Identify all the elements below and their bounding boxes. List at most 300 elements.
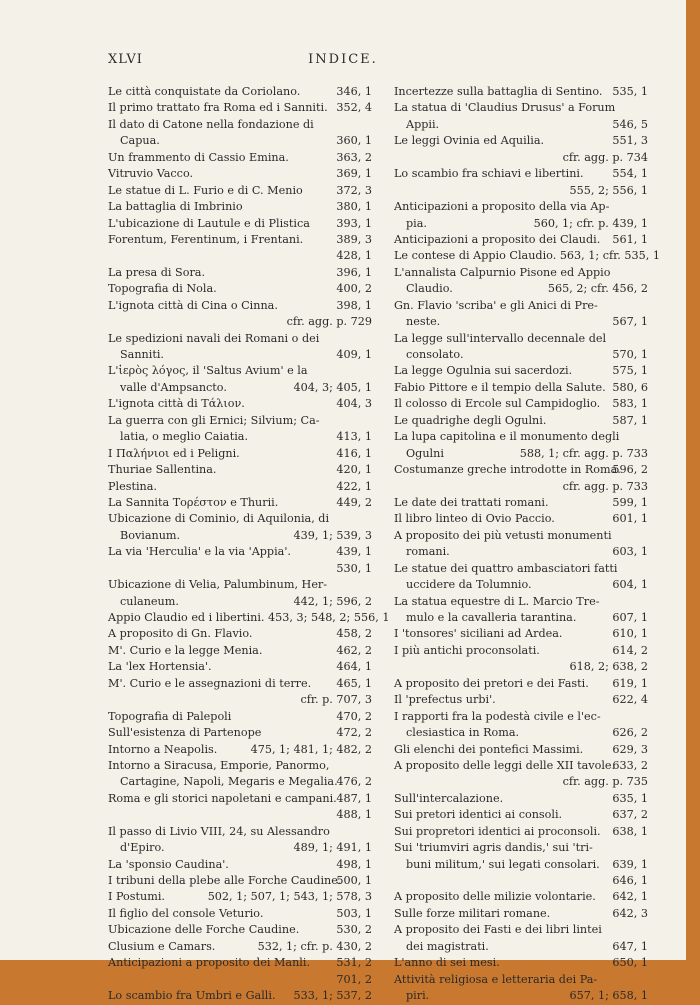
index-entry — [394, 396, 648, 412]
entry-title: La Sannita Τορέστον e Thurii. — [108, 495, 279, 509]
entry-page-ref: 596, 2 — [612, 463, 648, 477]
entry-page-ref: 393, 1 — [336, 216, 372, 230]
entry-page-ref: 619, 1 — [612, 676, 648, 690]
entry-title: M'. Curio e le assegnazioni di terre. — [108, 676, 312, 690]
index-entry — [108, 396, 372, 412]
entry-page-ref: 607, 1 — [612, 611, 648, 624]
index-entry — [108, 889, 372, 905]
page-title: INDICE. — [308, 52, 378, 67]
entry-page-ref: 458, 2 — [336, 627, 372, 641]
index-entry — [108, 232, 372, 248]
entry-page-ref: 396, 1 — [336, 265, 372, 279]
entry-title: La legge Ogulnia sui sacerdozi. — [394, 364, 573, 378]
index-entry — [394, 594, 648, 610]
entry-page-ref: 531, 2 — [336, 956, 372, 970]
entry-page-ref: 502, 1; 507, 1; 543, 1; 578, 3 — [207, 890, 372, 904]
index-entry — [394, 413, 648, 429]
entry-title: Anticipazioni a proposito dei Claudi. — [394, 232, 601, 246]
index-entry — [108, 84, 372, 100]
entry-page-ref: 409, 1 — [336, 348, 372, 361]
entry-title: Le statue di L. Furio e di C. Menio — [108, 183, 303, 197]
index-entry — [394, 643, 648, 659]
entry-title: Appii. — [406, 117, 440, 131]
entry-title: Sulle forze militari romane. — [394, 906, 551, 920]
page-header — [0, 52, 686, 72]
index-entry — [108, 610, 390, 626]
index-entry — [394, 298, 648, 314]
entry-page-ref: 587, 1 — [612, 413, 648, 427]
entry-page-ref: 647, 1 — [612, 939, 648, 953]
entry-title: L'ignota città di Cina o Cinna. — [108, 298, 278, 312]
index-entry — [394, 479, 648, 495]
entry-title: Sanniti. — [120, 348, 164, 361]
index-entry — [394, 199, 648, 215]
index-entry — [394, 840, 648, 856]
entry-title: Ubicazione di Cominio, di Aquilonia, di — [108, 512, 330, 526]
entry-title: Le statue dei quattro ambasciatori fatti — [394, 561, 618, 575]
index-entry — [394, 561, 648, 577]
entry-page-ref: 360, 1 — [336, 134, 372, 148]
index-entry — [394, 100, 648, 116]
index-entry — [394, 889, 648, 905]
entry-page-ref: 413, 1 — [336, 430, 372, 444]
entry-title: La lupa capitolina e il monumento degli — [394, 430, 620, 444]
entry-title: clesiastica in Roma. — [406, 726, 520, 740]
entry-title: A proposito dei Fasti e dei libri lintei — [394, 923, 602, 937]
index-entry — [394, 873, 648, 889]
entry-title: Thuriae Sallentina. — [108, 463, 217, 477]
entry-page-ref: 530, 1 — [336, 561, 372, 575]
entry-title: Sui propretori identici ai proconsoli. — [394, 824, 601, 838]
entry-title: Costumanze greche introdotte in Roma. — [394, 463, 621, 477]
entry-title: L'annalista Calpurnio Pisone ed Appio — [394, 265, 611, 279]
entry-title: A proposito delle milizie volontarie. — [394, 890, 596, 904]
entry-title: Claudio. — [406, 282, 453, 296]
index-entry — [394, 511, 648, 527]
entry-title: Le quadrighe degli Ogulni. — [394, 413, 547, 427]
entry-page-ref: 498, 1 — [336, 857, 372, 871]
entry-page-ref: 633, 2 — [612, 758, 648, 772]
entry-title: buni militum,' sui legati consolari. — [406, 857, 600, 871]
entry-page-ref: 583, 1 — [612, 397, 648, 411]
entry-title: Lo scambio fra schiavi e libertini. — [394, 167, 584, 181]
index-entry — [108, 199, 372, 215]
entry-page-ref: 626, 2 — [612, 726, 648, 740]
index-entry — [394, 791, 648, 807]
index-entry — [394, 626, 648, 642]
index-entry — [108, 561, 372, 577]
index-entry — [394, 528, 648, 544]
entry-title: Le città conquistate da Coriolano. — [108, 85, 301, 98]
index-entry — [394, 446, 648, 462]
index-entry — [108, 709, 372, 725]
index-entry — [394, 692, 648, 708]
entry-title: Roma e gli storici napoletani e campani. — [108, 791, 337, 805]
index-entry — [394, 807, 648, 823]
entry-title: L'ubicazione di Lautule e di Plistica — [108, 216, 310, 230]
index-entry — [108, 594, 372, 610]
index-entry — [394, 544, 648, 560]
index-entry — [394, 659, 648, 675]
entry-title: Topografia di Nola. — [108, 282, 217, 296]
index-entry — [394, 429, 648, 445]
entry-page-ref: cfr. p. 707, 3 — [300, 693, 372, 707]
entry-title: valle d'Ampsancto. — [120, 380, 227, 394]
entry-page-ref: 646, 1 — [612, 874, 648, 887]
entry-page-ref: 439, 1; 539, 3 — [293, 528, 372, 542]
entry-title: La 'lex Hortensia'. — [108, 660, 212, 674]
entry-title: L'anno di sei mesi. — [394, 956, 500, 970]
index-entry — [108, 216, 372, 232]
page-number: XLVI — [108, 52, 143, 67]
entry-page-ref: 575, 1 — [612, 364, 648, 378]
entry-title: Sull'intercalazione. — [394, 791, 504, 805]
index-entry — [108, 248, 372, 264]
entry-page-ref: 400, 2 — [336, 282, 372, 296]
entry-page-ref: 603, 1 — [612, 545, 648, 559]
index-entry — [108, 988, 372, 1004]
index-entry — [108, 117, 372, 133]
entry-title: Un frammento di Cassio Emina. — [108, 150, 289, 164]
entry-page-ref: 599, 1 — [612, 495, 648, 509]
entry-page-ref: 622, 4 — [612, 693, 648, 707]
index-entry — [108, 314, 372, 330]
index-entry — [108, 479, 372, 495]
entry-page-ref: 439, 1 — [336, 545, 372, 559]
entry-title: Il figlio del console Veturio. — [108, 906, 264, 920]
index-entry — [394, 988, 648, 1004]
entry-title: L'ignota città di Τάλιον. — [108, 397, 245, 411]
entry-page-ref: 462, 2 — [336, 643, 372, 657]
entry-page-ref: 476, 2 — [336, 775, 372, 789]
index-entry — [108, 791, 372, 807]
index-entry — [108, 659, 372, 675]
index-entry — [394, 265, 648, 281]
entry-page-ref: cfr. agg. p. 735 — [562, 775, 648, 789]
index-entry — [394, 725, 648, 741]
entry-title: Il 'prefectus urbi'. — [394, 693, 496, 707]
index-entry — [394, 955, 648, 971]
entry-title: Sull'esistenza di Partenope — [108, 726, 262, 740]
entry-title: Capua. — [120, 134, 160, 148]
entry-page-ref: 580, 6 — [612, 380, 648, 394]
entry-page-ref: 604, 1 — [612, 578, 648, 592]
index-entry — [108, 577, 372, 593]
entry-title: Plestina. — [108, 479, 157, 493]
entry-title: dei magistrati. — [406, 939, 489, 953]
entry-page-ref: 588, 1; cfr. agg. p. 733 — [519, 446, 648, 460]
index-entry — [108, 347, 372, 363]
entry-page-ref: 503, 1 — [336, 906, 372, 920]
entry-title: Lo scambio fra Umbri e Galli. — [108, 989, 276, 1003]
entry-page-ref: 635, 1 — [612, 791, 648, 805]
index-entry — [108, 298, 372, 314]
index-entry — [108, 676, 372, 692]
index-entry — [394, 84, 648, 100]
entry-title: Le leggi Ovinia ed Aquilia. — [394, 134, 545, 148]
entry-page-ref: 442, 1; 596, 2 — [293, 594, 372, 608]
index-entry — [394, 347, 648, 363]
index-entry — [108, 363, 372, 379]
index-entry — [108, 857, 372, 873]
entry-title: Intorno a Neapolis. — [108, 742, 218, 756]
entry-title: I rapporti fra la podestà civile e l'ec- — [394, 709, 601, 723]
entry-title: piri. — [406, 989, 430, 1003]
index-entry — [394, 117, 648, 133]
entry-title: Le contese di Appio Claudio. 563, 1; cfr. 535, 1 — [394, 249, 660, 263]
entry-page-ref: 372, 3 — [336, 183, 372, 197]
entry-title: culaneum. — [120, 594, 179, 608]
index-entry — [108, 511, 372, 527]
index-entry — [394, 906, 648, 922]
index-entry — [108, 643, 372, 659]
entry-title: consolato. — [406, 348, 464, 361]
entry-title: Gn. Flavio 'scriba' e gli Anici di Pre- — [394, 298, 598, 312]
entry-page-ref: 570, 1 — [612, 348, 648, 361]
entry-title: A proposito dei pretori e dei Fasti. — [394, 676, 589, 690]
entry-page-ref: 428, 1 — [336, 249, 372, 263]
entry-page-ref: 650, 1 — [612, 956, 648, 970]
entry-title: La presa di Sora. — [108, 265, 206, 279]
entry-page-ref: 618, 2; 638, 2 — [569, 660, 648, 674]
entry-page-ref: 554, 1 — [612, 167, 648, 181]
entry-title: La legge sull'intervallo decennale del — [394, 331, 607, 345]
index-entry — [108, 100, 372, 116]
entry-page-ref: 701, 2 — [336, 972, 372, 986]
index-column-right — [394, 84, 660, 1005]
entry-title: Attività religiosa e letteraria dei Pa- — [394, 972, 598, 986]
entry-page-ref: 639, 1 — [612, 857, 648, 871]
entry-title: Ubicazione delle Forche Caudine. — [108, 923, 300, 937]
entry-page-ref: 346, 1 — [336, 85, 372, 98]
entry-page-ref: 404, 3; 405, 1 — [293, 380, 372, 394]
entry-page-ref: 657, 1; 658, 1 — [569, 989, 648, 1003]
index-entry — [108, 939, 372, 955]
entry-page-ref: 380, 1 — [336, 200, 372, 214]
entry-page-ref: 642, 3 — [612, 906, 648, 920]
entry-title: neste. — [406, 315, 441, 329]
index-entry — [394, 314, 648, 330]
entry-page-ref: 488, 1 — [336, 808, 372, 822]
index-entry — [394, 232, 648, 248]
index-entry — [394, 676, 648, 692]
entry-page-ref: 489, 1; 491, 1 — [293, 841, 372, 855]
entry-page-ref: 398, 1 — [336, 298, 372, 312]
index-entry — [108, 725, 372, 741]
entry-title: Anticipazioni a proposito della via Ap- — [394, 200, 610, 214]
entry-title: Ogulni — [406, 446, 444, 460]
entry-page-ref: 546, 5 — [612, 117, 648, 131]
entry-page-ref: 555, 2; 556, 1 — [569, 183, 648, 197]
index-entry — [108, 906, 372, 922]
entry-page-ref: 530, 2 — [336, 923, 372, 937]
entry-title: A proposito delle leggi delle XII tavole. — [394, 758, 616, 772]
index-entry — [394, 709, 648, 725]
index-column-left — [108, 84, 390, 1005]
entry-title: d'Epiro. — [120, 841, 165, 855]
entry-page-ref: 472, 2 — [336, 726, 372, 740]
index-entry — [394, 462, 648, 478]
entry-title: Intorno a Siracusa, Emporie, Panormo, — [108, 758, 330, 772]
index-entry — [108, 626, 372, 642]
entry-title: Fabio Pittore e il tempio della Salute. — [394, 380, 606, 394]
index-entry — [394, 281, 648, 297]
index-entry — [394, 183, 648, 199]
entry-page-ref: 637, 2 — [612, 808, 648, 822]
entry-page-ref: 551, 3 — [612, 134, 648, 148]
entry-title: La statua di 'Claudius Drusus' a Forum — [394, 101, 616, 115]
entry-page-ref: 533, 1; 537, 2 — [293, 989, 372, 1003]
entry-title: A proposito dei più vetusti monumenti — [394, 528, 612, 542]
entry-page-ref: 535, 1 — [612, 85, 648, 98]
entry-title: La guerra con gli Ernici; Silvium; Ca- — [108, 413, 320, 427]
index-entry — [108, 972, 372, 988]
entry-title: romani. — [406, 545, 450, 559]
entry-title: Il dato di Catone nella fondazione di — [108, 117, 314, 131]
entry-page-ref: 416, 1 — [336, 446, 372, 460]
index-entry — [394, 742, 648, 758]
entry-page-ref: 614, 2 — [612, 643, 648, 657]
index-entry — [394, 150, 648, 166]
entry-page-ref: 500, 1 — [336, 874, 372, 887]
entry-page-ref: 465, 1 — [336, 676, 372, 690]
entry-title: Incertezze sulla battaglia di Sentino. — [394, 85, 603, 98]
index-entry — [108, 528, 372, 544]
entry-title: latia, o meglio Caiatia. — [120, 430, 249, 444]
index-entry — [108, 446, 372, 462]
entry-title: La 'sponsio Caudina'. — [108, 857, 229, 871]
entry-title: Topografia di Palepoli — [108, 709, 232, 723]
entry-title: Il colosso di Ercole sul Campidoglio. — [394, 397, 601, 411]
entry-title: mulo e la cavalleria tarantina. — [406, 611, 577, 624]
index-entry — [108, 692, 372, 708]
entry-page-ref: 487, 1 — [336, 791, 372, 805]
index-entry — [394, 577, 648, 593]
entry-title: Le spedizioni navali dei Romani o dei — [108, 331, 320, 345]
entry-page-ref: 610, 1 — [612, 627, 648, 641]
index-entry — [108, 462, 372, 478]
entry-title: Forentum, Ferentinum, i Frentani. — [108, 232, 304, 246]
index-entry — [108, 824, 372, 840]
index-entry — [394, 166, 648, 182]
entry-page-ref: 422, 1 — [336, 479, 372, 493]
index-entry — [394, 939, 648, 955]
entry-page-ref: 565, 2; cfr. 456, 2 — [547, 282, 648, 296]
entry-title: Cartagine, Napoli, Megaris e Megalia. — [120, 775, 338, 789]
entry-title: Il passo di Livio VIII, 24, su Alessandro — [108, 824, 330, 838]
entry-page-ref: 464, 1 — [336, 660, 372, 674]
entry-page-ref: 642, 1 — [612, 890, 648, 904]
entry-page-ref: 629, 3 — [612, 742, 648, 756]
entry-title: I tribuni della plebe alle Forche Caudine. — [108, 874, 342, 887]
entry-title: I Postumi. — [108, 890, 165, 904]
index-entry — [108, 873, 372, 889]
entry-page-ref: 404, 3 — [336, 397, 372, 411]
entry-title: Ubicazione di Velia, Palumbinum, Her- — [108, 578, 328, 592]
entry-title: Il libro linteo di Ovio Paccio. — [394, 512, 555, 526]
index-entry — [108, 807, 372, 823]
entry-page-ref: 561, 1 — [612, 232, 648, 246]
index-entry — [108, 774, 372, 790]
entry-page-ref: 532, 1; cfr. p. 430, 2 — [257, 939, 372, 953]
entry-page-ref: 567, 1 — [612, 315, 648, 329]
index-entry — [394, 824, 648, 840]
index-entry — [108, 742, 372, 758]
index-entry — [394, 774, 648, 790]
index-entry — [394, 248, 660, 264]
index-entry — [108, 380, 372, 396]
entry-page-ref: 352, 4 — [336, 101, 372, 115]
index-entry — [394, 363, 648, 379]
entry-title: Gli elenchi dei pontefici Massimi. — [394, 742, 584, 756]
entry-title: La via 'Herculia' e la via 'Appia'. — [108, 545, 291, 559]
index-entry — [394, 495, 648, 511]
index-entry — [394, 857, 648, 873]
index-entry — [108, 429, 372, 445]
entry-title: I Παλήνιοι ed i Peligni. — [108, 446, 240, 460]
entry-page-ref: cfr. agg. p. 733 — [562, 479, 648, 493]
index-entry — [108, 840, 372, 856]
entry-title: Bovianum. — [120, 528, 181, 542]
entry-title: Le date dei trattati romani. — [394, 495, 549, 509]
index-entry — [108, 183, 372, 199]
index-entry — [394, 758, 648, 774]
index-entry — [108, 413, 372, 429]
index-entry — [108, 331, 372, 347]
entry-page-ref: 601, 1 — [612, 512, 648, 526]
index-entry — [108, 265, 372, 281]
index-entry — [108, 955, 372, 971]
index-entry — [394, 610, 648, 626]
entry-title: uccidere da Tolumnio. — [406, 578, 532, 592]
entry-title: I più antichi proconsolati. — [394, 643, 540, 657]
entry-page-ref: cfr. agg. p. 729 — [286, 315, 372, 329]
index-entry — [394, 922, 648, 938]
entry-title: L'ἱερὸς λόγος, il 'Saltus Avium' e la — [108, 364, 308, 378]
entry-title: Vitruvio Vacco. — [108, 167, 194, 181]
index-entry — [108, 150, 372, 166]
entry-title: Il primo trattato fra Roma ed i Sanniti. — [108, 101, 328, 115]
entry-page-ref: 420, 1 — [336, 463, 372, 477]
entry-page-ref: 638, 1 — [612, 824, 648, 838]
entry-page-ref: 560, 1; cfr. p. 439, 1 — [533, 216, 648, 230]
entry-page-ref: 363, 2 — [336, 150, 372, 164]
index-entry — [108, 544, 372, 560]
entry-page-ref: 449, 2 — [336, 495, 372, 509]
index-entry — [108, 281, 372, 297]
entry-title: Anticipazioni a proposito dei Manli. — [108, 956, 311, 970]
index-entry — [394, 133, 648, 149]
entry-title: Sui pretori identici ai consoli. — [394, 808, 563, 822]
entry-title: M'. Curio e la legge Menia. — [108, 643, 263, 657]
index-entry — [394, 216, 648, 232]
index-entry — [108, 758, 372, 774]
entry-page-ref: 475, 1; 481, 1; 482, 2 — [250, 742, 372, 756]
entry-title: I 'tonsores' siciliani ad Ardea. — [394, 627, 563, 641]
index-entry — [394, 380, 648, 396]
index-entry — [394, 331, 648, 347]
entry-page-ref: cfr. agg. p. 734 — [562, 150, 648, 164]
entry-title: Appio Claudio ed i libertini. 453, 3; 548, 2; 556, 1 — [108, 611, 390, 624]
index-entry — [108, 133, 372, 149]
entry-page-ref: 369, 1 — [336, 167, 372, 181]
entry-title: La statua equestre di L. Marcio Tre- — [394, 594, 600, 608]
entry-title: La battaglia di Imbrinio — [108, 200, 243, 214]
entry-page-ref: 389, 3 — [336, 232, 372, 246]
index-entry — [108, 922, 372, 938]
entry-page-ref: 470, 2 — [336, 709, 372, 723]
entry-title: Clusium e Camars. — [108, 939, 216, 953]
